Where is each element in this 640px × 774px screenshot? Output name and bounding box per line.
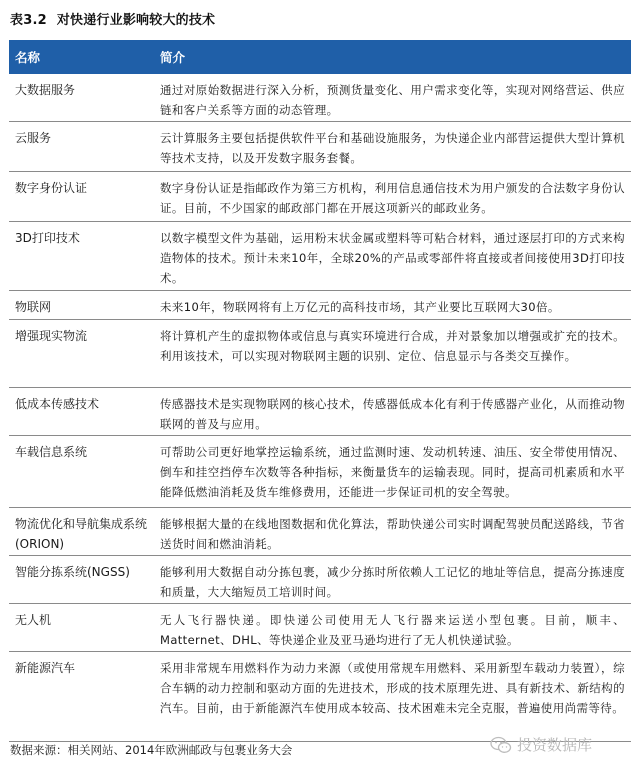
table-header	[9, 40, 631, 74]
row-name: 新能源汽车	[15, 661, 76, 675]
table-row	[9, 320, 631, 388]
row-name: 增强现实物流	[15, 329, 88, 343]
watermark-text: 投资数据库	[517, 736, 593, 754]
row-description: 未来10年，物联网将有上万亿元的高科技市场，其产业要比互联网大30倍。	[160, 300, 560, 314]
table-row	[9, 74, 631, 122]
row-name: 智能分拣系统(NGSS)	[15, 565, 130, 579]
row-description: 能够利用大数据自动分拣包裹，减少分拣时所依赖人工记忆的地址等信息，提高分拣速度和质量，大大缩短员工培训时间。	[160, 565, 625, 599]
table-title	[10, 9, 215, 28]
row-description: 采用非常规车用燃料作为动力来源（或使用常规车用燃料、采用新型车载动力装置），综合车辆的动力控制和驱动方面的先进技术，形成的技术原理先进、具有新技术、新结构的汽车。目前，由于新能源汽车使用成本较高、技术困难未完全克服，普遍使用尚需等待。	[160, 661, 625, 715]
row-name: 无人机	[15, 613, 52, 627]
watermark	[490, 734, 592, 755]
row-name: 大数据服务	[15, 83, 76, 97]
row-description: 将计算机产生的虚拟物体或信息与真实环境进行合成，并对景象加以增强或扩充的技术。利用该技术，可以实现对物联网主题的识别、定位、信息显示与各类交互操作。	[160, 329, 625, 363]
row-description: 云计算服务主要包括提供软件平台和基础设施服务，为快递企业内部营运提供大型计算机等技术支持，以及开发数字服务套餐。	[160, 131, 625, 165]
technology-table	[9, 40, 631, 742]
row-description: 以数字模型文件为基础，运用粉末状金属或塑料等可粘合材料，通过逐层打印的方式来构造物体的技术。预计未来10年，全球20%的产品或零部件将直接或者间接使用3D打印技术。	[160, 231, 625, 285]
row-name: 数字身份认证	[15, 181, 88, 195]
row-description: 无人飞行器快递。即快递公司使用无人飞行器来运送小型包裹。目前，顺丰、Matternet、DHL、等快递企业及亚马逊均进行了无人机快递试验。	[160, 613, 625, 647]
header-name: 名称	[15, 50, 41, 65]
row-description: 能够根据大量的在线地图数据和优化算法，帮助快递公司实时调配驾驶员配送路线，节省送货时间和燃油消耗。	[160, 517, 625, 551]
row-name: 低成本传感技术	[15, 397, 100, 411]
row-name: 物流优化和导航集成系统(ORION)	[15, 517, 148, 551]
row-name: 3D打印技术	[15, 231, 80, 245]
row-name: 云服务	[15, 131, 52, 145]
table-row	[9, 604, 631, 652]
header-description: 简介	[160, 50, 186, 65]
row-description: 通过对原始数据进行深入分析，预测货量变化、用户需求变化等，实现对网络营运、供应链和客户关系等方面的动态管理。	[160, 83, 625, 117]
row-name: 车载信息系统	[15, 445, 88, 459]
table-row	[9, 291, 631, 320]
table-row	[9, 172, 631, 222]
row-description: 可帮助公司更好地掌控运输系统，通过监测时速、发动机转速、油压、安全带使用情况、倒车和挂空挡停车次数等各种指标，来衡量货车的运输表现。同时，提高司机素质和水平能降低燃油消耗及货车维修费用，还能进一步保证司机的安全驾驶。	[160, 445, 625, 499]
row-name: 物联网	[15, 300, 52, 314]
table-row	[9, 508, 631, 556]
table-row	[9, 556, 631, 604]
table-row	[9, 122, 631, 172]
row-description: 数字身份认证是指邮政作为第三方机构，利用信息通信技术为用户颁发的合法数字身份认证。目前，不少国家的邮政部门都在开展这项新兴的邮政业务。	[160, 181, 625, 215]
table-row	[9, 388, 631, 436]
table-row	[9, 652, 631, 742]
row-description: 传感器技术是实现物联网的核心技术，传感器低成本化有利于传感器产业化，从而推动物联网的普及与应用。	[160, 397, 625, 431]
table-row	[9, 436, 631, 508]
table-number: 表3.2	[10, 13, 47, 28]
data-source-note: 数据来源：相关网站、2014年欧洲邮政与包裹业务大会	[10, 743, 293, 757]
wechat-icon	[490, 736, 512, 754]
table-row	[9, 222, 631, 291]
table-title-text: 对快递行业影响较大的技术	[56, 13, 216, 28]
